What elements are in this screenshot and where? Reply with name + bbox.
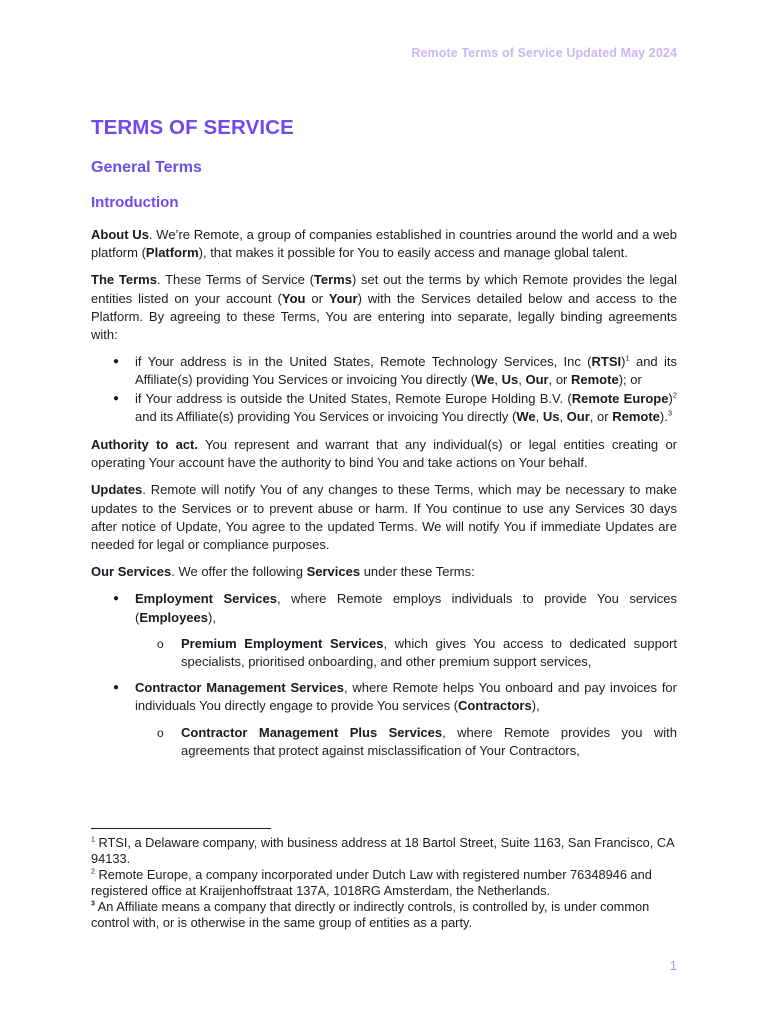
term-authority: Authority to act. [91,437,198,453]
footnotes [91,835,691,931]
list-item-contractor-plus: o Contractor Management Plus Services, where Remote provides you with agreements that protect against misclassification of Your Contractors, [91,724,677,760]
term-platform: Platform [145,245,199,261]
list-item-employment-services: ● Employment Services, where Remote employs individuals to provide You services (Employees), o Premium Employment Services, which gives You access to dedicated support specialists, prioritised onboarding, and other premium support services, [91,590,677,671]
entity-list [91,353,677,426]
footnote-ref-3[interactable]: 3 [667,408,673,418]
term-about-us: About Us [91,227,149,242]
footnote-divider [91,828,271,829]
term-the-terms: The Terms [91,272,157,288]
paragraph-updates: Updates. Remote will notify You of any changes to these Terms, which may be necessary to make updates to the Services or to prevent abuse or harm. If You continue to use any Services 30 days after notice of Update, You agree to the updated Terms. We will notify You if immediate Updates are needed for legal or compliance purposes. [91,482,677,553]
list-item-premium-employment: o Premium Employment Services, which gives You access to dedicated support specialists, prioritised onboarding, and other premium support services, [91,635,677,671]
employment-sublist [135,635,677,671]
subsection-heading: Introduction [91,194,179,211]
document-body [91,116,677,768]
paragraph-about-us: About Us. We’re Remote, a group of companies established in countries around the world and a web platform (Platform), that makes it possible for You to easily access and manage global talent. [91,227,677,261]
term-our-services: Our Services [91,564,172,580]
footnote-2: $^2$ Remote Europe, a company incorporated under Dutch Law with registered number 76348946 and registered office at Kraijenhoffstraat 137A, 1018RG Amsterdam, the Netherlands. [91,867,652,898]
contractor-sublist [135,724,677,760]
footnote-ref-2[interactable]: 2 [672,390,677,400]
footnote-3: $^3$ An Affiliate means a company that directly or indirectly controls, is controlled by, is under common control with, or is otherwise in the same group of entities as a party. [91,899,650,930]
document-title: TERMS OF SERVICE [91,116,294,139]
list-item-outside-us-entity: ● if Your address is outside the United States, Remote Europe Holding B.V. (Remote Europe)$^2$ and its Affiliate(s) providing You Services or invoicing You directly (We, Us, Our, or Remote).$^3$ [91,390,677,426]
list-item-contractor-management: ● Contractor Management Services, where Remote helps You onboard and pay invoices for individuals You directly engage to provide You services (Contractors), o Contractor Management Plus Services, where Remote provides you with agreements that protect against misclassification of Your Contractors, [91,679,677,760]
services-list [91,590,677,760]
paragraph-the-terms: The Terms. These Terms of Service (Terms) set out the terms by which Remote provides the legal entities listed on your account (You or Your) with the Services detailed below and access to the Platform. By agreeing to these Terms, You are entering into separate, legally binding agreements with: [91,272,678,343]
running-header: Remote Terms of Service Updated May 2024 [411,46,677,60]
page-number: 1 [669,958,677,973]
paragraph-authority: Authority to act. You represent and warrant that any individual(s) or legal entities creating or operating Your account have the authority to bind You and take actions on Your behalf. [91,437,677,471]
footnote-1: $^1$ RTSI, a Delaware company, with business address at 18 Bartol Street, Suite 1163, San Francisco, CA 94133. [91,835,674,866]
term-updates: Updates [91,482,143,498]
paragraph-our-services: Our Services. We offer the following Services under these Terms: [91,564,475,580]
footnote-ref-1[interactable]: 1 [625,353,630,363]
list-item-us-entity: ● if Your address is in the United States, Remote Technology Services, Inc (RTSI)$^1$ and its Affiliate(s) providing You Services or invoicing You directly (We, Us, Our, or Remote); or [91,353,677,389]
section-heading: General Terms [91,159,202,176]
